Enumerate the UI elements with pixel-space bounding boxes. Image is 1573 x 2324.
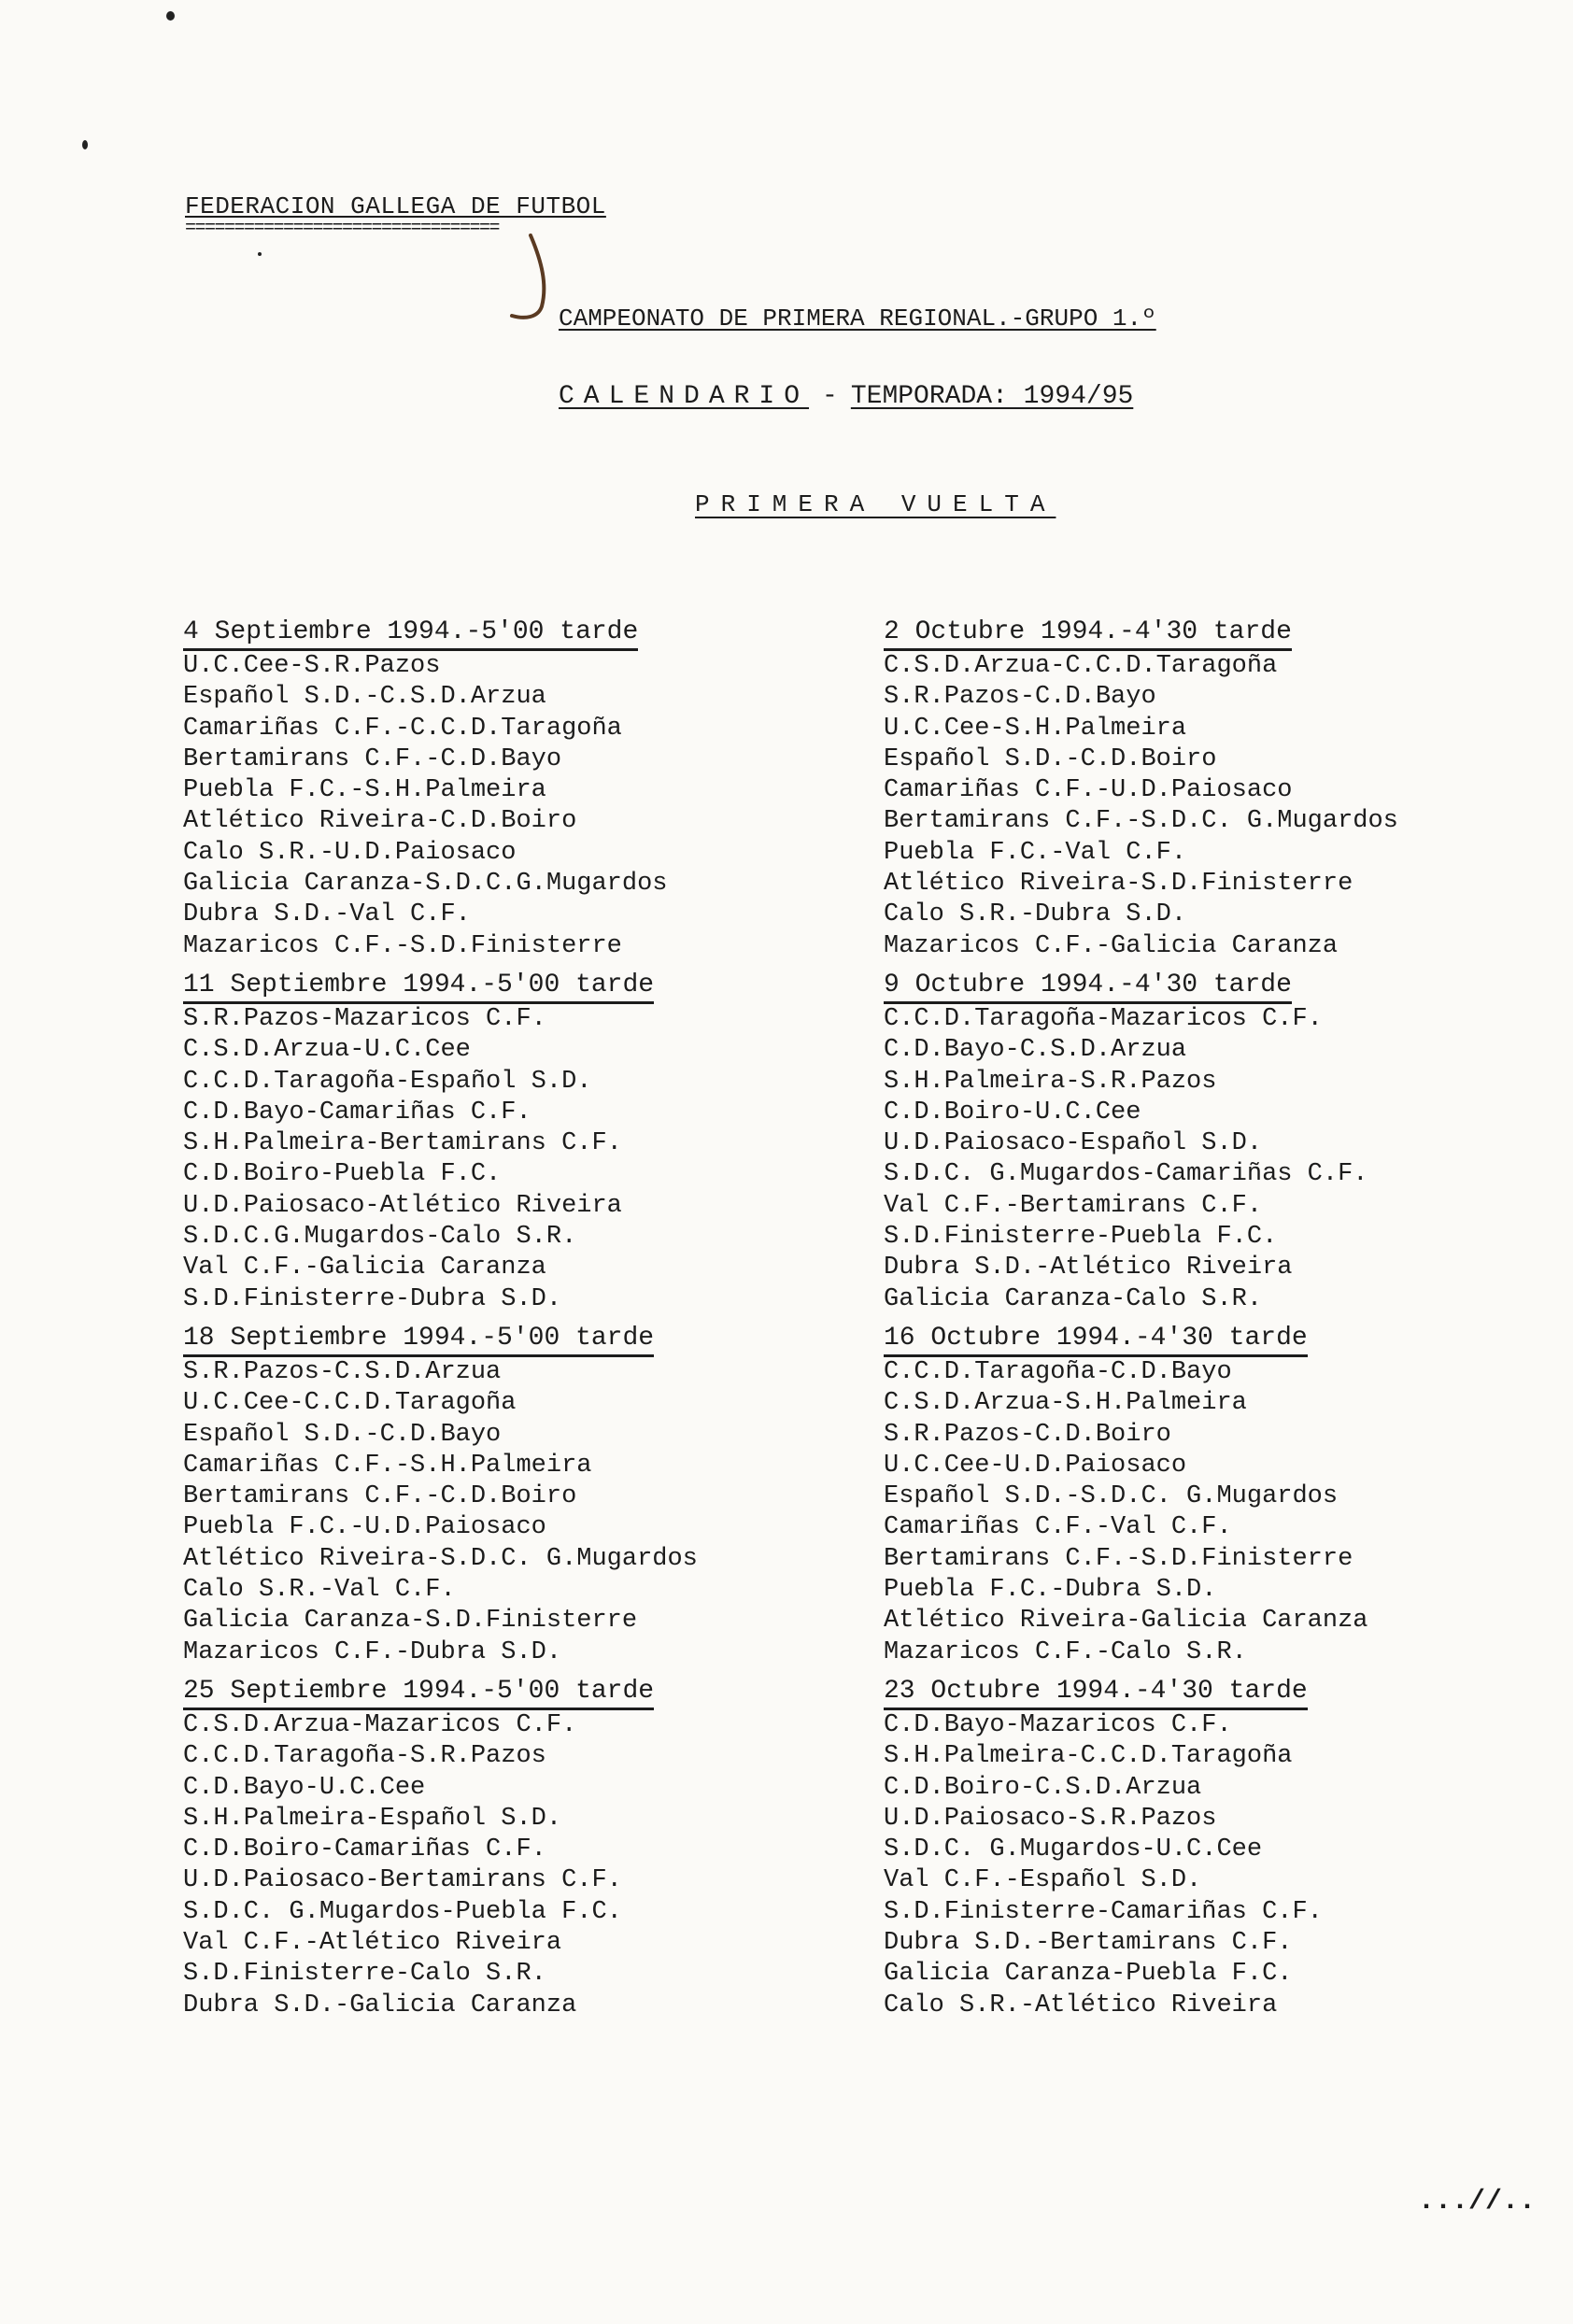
matchday-date: 16 Octubre 1994.-4'30 tarde: [884, 1323, 1308, 1357]
fixture-line: C.D.Bayo-U.C.Cee: [183, 1773, 426, 1802]
fixture-line: S.D.Finisterre-Dubra S.D.: [183, 1284, 562, 1313]
right-fixtures-column: [884, 616, 1463, 2029]
scan-speck: [166, 11, 175, 21]
matchday-date: 2 Octubre 1994.-4'30 tarde: [884, 616, 1292, 651]
fixture-line: S.R.Pazos-Mazaricos C.F.: [183, 1004, 546, 1033]
fixture-line: Dubra S.D.-Bertamirans C.F.: [884, 1928, 1293, 1957]
matchday-block: [884, 970, 1463, 1315]
fixture-line: Mazaricos C.F.-S.D.Finisterre: [183, 931, 622, 960]
fixture-line: S.H.Palmeira-Español S.D.: [183, 1804, 562, 1833]
fixture-line: C.S.D.Arzua-C.C.D.Taragoña: [884, 652, 1278, 680]
fixture-line: U.C.Cee-U.D.Paiosaco: [884, 1451, 1187, 1480]
matchday-block: [183, 616, 762, 962]
fixture-line: Calo S.R.-U.D.Paiosaco: [183, 838, 517, 867]
fixture-line: U.D.Paiosaco-Bertamirans C.F.: [183, 1866, 622, 1895]
continuation-mark: ...//..: [1418, 2186, 1537, 2218]
fixture-line: U.D.Paiosaco-Atlético Riveira: [183, 1191, 622, 1220]
fixture-line: Mazaricos C.F.-Calo S.R.: [884, 1637, 1247, 1666]
fixture-line: C.C.D.Taragoña-C.D.Bayo: [884, 1357, 1232, 1386]
matchday-block: [183, 1676, 762, 2021]
fixture-line: Bertamirans C.F.-S.D.C. G.Mugardos: [884, 807, 1398, 836]
fixture-line: S.D.C. G.Mugardos-Camariñas C.F.: [884, 1160, 1368, 1189]
fixture-line: Mazaricos C.F.-Dubra S.D.: [183, 1637, 562, 1666]
fixture-line: Puebla F.C.-Val C.F.: [884, 838, 1187, 867]
fixture-line: Bertamirans C.F.-C.D.Boiro: [183, 1482, 577, 1511]
federation-name: FEDERACION GALLEGA DE FUTBOL: [185, 192, 606, 220]
fixture-line: S.R.Pazos-C.D.Boiro: [884, 1420, 1171, 1449]
fixture-line: C.D.Bayo-Mazaricos C.F.: [884, 1710, 1232, 1739]
fixture-line: C.S.D.Arzua-U.C.Cee: [183, 1036, 471, 1065]
fixture-line: Bertamirans C.F.-C.D.Bayo: [183, 744, 562, 773]
fixture-line: S.H.Palmeira-Bertamirans C.F.: [183, 1129, 622, 1158]
matchday-date: 4 Septiembre 1994.-5'00 tarde: [183, 616, 638, 651]
calendar-word: CALENDARIO: [559, 382, 810, 411]
fixture-line: C.C.D.Taragoña-Mazaricos C.F.: [884, 1004, 1323, 1033]
fixture-line: Galicia Caranza-Puebla F.C.: [884, 1960, 1293, 1989]
fixture-line: Español S.D.-S.D.C. G.Mugardos: [884, 1482, 1339, 1511]
fixture-line: Calo S.R.-Val C.F.: [183, 1576, 456, 1605]
federation-heading: [185, 192, 620, 235]
fixture-line: Español S.D.-C.S.D.Arzua: [183, 683, 546, 712]
fixture-line: S.D.Finisterre-Camariñas C.F.: [884, 1897, 1323, 1926]
fixture-line: Puebla F.C.-S.H.Palmeira: [183, 776, 546, 805]
fixture-line: Calo S.R.-Dubra S.D.: [884, 900, 1187, 929]
fixture-line: Camariñas C.F.-S.H.Palmeira: [183, 1451, 592, 1480]
scan-speck: [82, 140, 88, 149]
fixture-line: S.H.Palmeira-C.C.D.Taragoña: [884, 1742, 1293, 1771]
fixture-line: C.D.Bayo-C.S.D.Arzua: [884, 1036, 1187, 1065]
fixture-line: Camariñas C.F.-Val C.F.: [884, 1513, 1232, 1542]
left-fixtures-column: [183, 616, 762, 2029]
fixture-line: U.C.Cee-S.R.Pazos: [183, 652, 441, 680]
fixture-line: S.R.Pazos-C.S.D.Arzua: [183, 1357, 502, 1386]
fixture-line: U.D.Paiosaco-S.R.Pazos: [884, 1804, 1217, 1833]
matchday-date: 18 Septiembre 1994.-5'00 tarde: [183, 1323, 654, 1357]
fixture-line: C.D.Boiro-U.C.Cee: [884, 1098, 1141, 1127]
fixture-line: C.D.Boiro-Camariñas C.F.: [183, 1835, 546, 1864]
fixture-line: Calo S.R.-Atlético Riveira: [884, 1991, 1278, 2019]
matchday-date: 23 Octubre 1994.-4'30 tarde: [884, 1676, 1308, 1710]
fixture-line: Galicia Caranza-S.D.Finisterre: [183, 1607, 638, 1636]
fixture-line: Val C.F.-Español S.D.: [884, 1866, 1202, 1895]
fixture-line: S.D.C. G.Mugardos-U.C.Cee: [884, 1835, 1263, 1864]
calendar-heading: [559, 381, 1133, 413]
season-label: TEMPORADA: 1994/95: [850, 382, 1134, 411]
fixture-line: Puebla F.C.-Dubra S.D.: [884, 1576, 1217, 1605]
fixture-line: S.H.Palmeira-S.R.Pazos: [884, 1067, 1217, 1096]
fixture-line: C.D.Bayo-Camariñas C.F.: [183, 1098, 531, 1127]
fixture-line: Bertamirans C.F.-S.D.Finisterre: [884, 1544, 1353, 1573]
fixture-line: Atlético Riveira-S.D.C. G.Mugardos: [183, 1544, 698, 1573]
fixture-line: Español S.D.-C.D.Bayo: [183, 1420, 502, 1449]
fixture-line: Dubra S.D.-Galicia Caranza: [183, 1991, 577, 2019]
fixture-line: C.D.Boiro-Puebla F.C.: [183, 1160, 502, 1189]
fixture-line: C.S.D.Arzua-S.H.Palmeira: [884, 1389, 1247, 1418]
fixture-line: Val C.F.-Atlético Riveira: [183, 1928, 562, 1957]
fixture-line: U.C.Cee-S.H.Palmeira: [884, 714, 1187, 743]
fixture-line: Camariñas C.F.-C.C.D.Taragoña: [183, 714, 622, 743]
matchday-block: [884, 616, 1463, 962]
matchday-date: 9 Octubre 1994.-4'30 tarde: [884, 970, 1292, 1004]
fixture-line: Val C.F.-Galicia Caranza: [183, 1254, 546, 1282]
championship-title: CAMPEONATO DE PRIMERA REGIONAL.-GRUPO 1.º: [559, 305, 1156, 333]
fixture-line: U.C.Cee-C.C.D.Taragoña: [183, 1389, 517, 1418]
fixture-line: Español S.D.-C.D.Boiro: [884, 744, 1217, 773]
fixture-line: Mazaricos C.F.-Galicia Caranza: [884, 931, 1339, 960]
fixture-line: Dubra S.D.-Val C.F.: [183, 900, 471, 929]
fixture-line: S.D.Finisterre-Puebla F.C.: [884, 1223, 1278, 1252]
fixture-line: C.S.D.Arzua-Mazaricos C.F.: [183, 1710, 577, 1739]
matchday-date: 11 Septiembre 1994.-5'00 tarde: [183, 970, 654, 1004]
fixture-line: U.D.Paiosaco-Español S.D.: [884, 1129, 1263, 1158]
fixture-line: C.C.D.Taragoña-Español S.D.: [183, 1067, 592, 1096]
fixture-line: Puebla F.C.-U.D.Paiosaco: [183, 1513, 546, 1542]
fixture-line: S.D.Finisterre-Calo S.R.: [183, 1960, 546, 1989]
scan-speck: [258, 252, 262, 256]
fixture-line: S.D.C.G.Mugardos-Calo S.R.: [183, 1223, 577, 1252]
fixture-line: Atlético Riveira-C.D.Boiro: [183, 807, 577, 836]
fixture-line: S.R.Pazos-C.D.Bayo: [884, 683, 1156, 712]
fixture-line: Atlético Riveira-S.D.Finisterre: [884, 870, 1353, 899]
fixture-line: Camariñas C.F.-U.D.Paiosaco: [884, 776, 1293, 805]
fixture-line: S.D.C. G.Mugardos-Puebla F.C.: [183, 1897, 622, 1926]
fixture-line: Val C.F.-Bertamirans C.F.: [884, 1191, 1263, 1220]
matchday-block: [183, 970, 762, 1315]
fixture-line: C.D.Boiro-C.S.D.Arzua: [884, 1773, 1202, 1802]
round-title: PRIMERA VUELTA: [695, 490, 1056, 518]
fixture-line: Galicia Caranza-Calo S.R.: [884, 1284, 1263, 1313]
matchday-block: [884, 1323, 1463, 1668]
matchday-block: [884, 1676, 1463, 2021]
matchday-block: [183, 1323, 762, 1668]
federation-double-rule: ================================: [185, 222, 500, 235]
fixture-line: C.C.D.Taragoña-S.R.Pazos: [183, 1742, 546, 1771]
fixture-line: Atlético Riveira-Galicia Caranza: [884, 1607, 1368, 1636]
calendar-separator: -: [822, 382, 838, 411]
fixture-line: Galicia Caranza-S.D.C.G.Mugardos: [183, 870, 668, 899]
fixture-line: Dubra S.D.-Atlético Riveira: [884, 1254, 1293, 1282]
matchday-date: 25 Septiembre 1994.-5'00 tarde: [183, 1676, 654, 1710]
